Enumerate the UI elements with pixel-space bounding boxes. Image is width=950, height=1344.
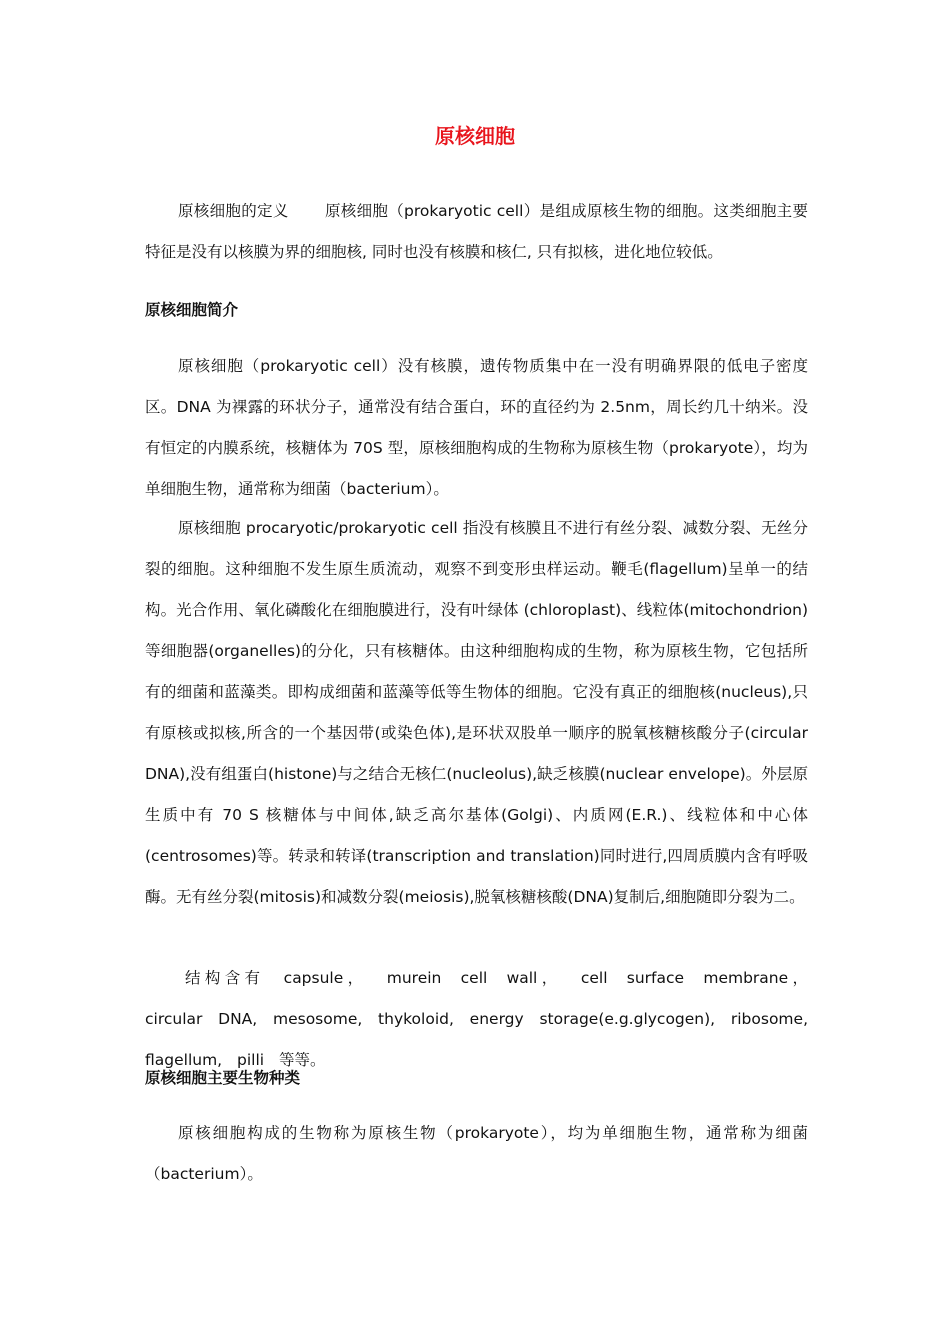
types-paragraph: 原核细胞构成的生物称为原核生物（prokaryote），均为单细胞生物，通常称为细菌（bacterium）。 <box>145 1124 808 1183</box>
section-heading-intro: 原核细胞简介 <box>145 301 239 319</box>
intro-paragraph-3: 结构含有 capsule， murein cell wall， cell surface membrane， circular DNA, mesosome, thykoloid, energy storage(e.g.glycogen), ribosome, flagellum, pilli 等等。 <box>145 969 808 1069</box>
definition-paragraph <box>145 191 808 273</box>
intro-paragraph-1: 原核细胞（prokaryotic cell）没有核膜，遗传物质集中在一没有明确界限的低电子密度区。DNA 为裸露的环状分子，通常没有结合蛋白，环的直径约为 2.5nm，周长约几十纳米。没有恒定的内膜系统，核糖体为 70S 型，原核细胞构成的生物称为原核生物（prokaryote），均为单细胞生物，通常称为细菌（bacterium）。 <box>145 357 808 498</box>
page-title: 原核细胞 <box>435 124 515 148</box>
definition-label: 原核细胞的定义 <box>178 202 289 220</box>
definition-text: 原核细胞（prokaryotic cell）是组成原核生物的细胞。这类细胞主要特征是没有以核膜为界的细胞核, 同时也没有核膜和核仁, 只有拟核，进化地位较低。 <box>145 202 808 261</box>
intro-paragraph-2: 原核细胞 procaryotic/prokaryotic cell 指没有核膜且不进行有丝分裂、减数分裂、无丝分裂的细胞。这种细胞不发生原生质流动，观察不到变形虫样运动。鞭毛(flagellum)呈单一的结构。光合作用、氧化磷酸化在细胞膜进行，没有叶绿体 (chloroplast)、线粒体(mitochondrion)等细胞器(organelles)的分化，只有核糖体。由这种细胞构成的生物，称为原核生物，它包括所有的细菌和蓝藻类。即构成细菌和蓝藻等低等生物体的细胞。它没有真正的细胞核(nucleus),只有原核或拟核,所含的一个基因带(或染色体),是环状双股单一顺序的脱氧核糖核酸分子(circular DNA),没有组蛋白(histone)与之结合无核仁(nucleolus),缺乏核膜(nuclear envelope)。外层原生质中有 70 S 核糖体与中间体,缺乏高尔基体(Golgi)、内质网(E.R.)、线粒体和中心体(centrosomes)等。转录和转译(transcription and translation)同时进行,四周质膜内含有呼吸酶。无有丝分裂(mitosis)和减数分裂(meiosis),脱氧核糖核酸(DNA)复制后,细胞随即分裂为二。 <box>145 519 808 906</box>
section-heading-types: 原核细胞主要生物种类 <box>145 1069 301 1087</box>
